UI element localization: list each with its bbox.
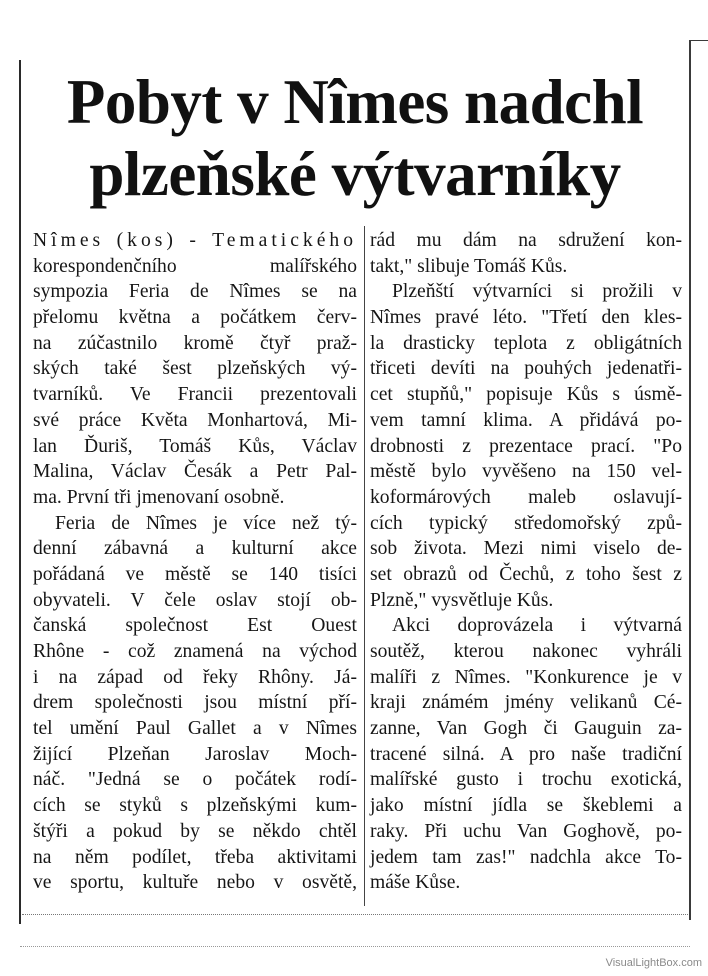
column-divider bbox=[364, 226, 365, 906]
bottom-cut-line bbox=[22, 914, 688, 915]
text-line: Rhône - což znamená na východ bbox=[33, 641, 357, 662]
article-headline bbox=[24, 66, 686, 210]
text-line: Nîmes pravé léto. "Třetí den kles- bbox=[370, 307, 682, 329]
text-line: kraji známém jmény velikanů Cé- bbox=[370, 692, 682, 714]
text-line: la drasticky teplota z obligátních bbox=[370, 332, 682, 354]
text-line: korespondenčního malířského bbox=[33, 255, 357, 277]
text-line: na zúčastnilo kromě čtyř praž- bbox=[33, 332, 357, 354]
text-line: přelomu května a počátkem červ- bbox=[33, 307, 357, 329]
text-line: ve sportu, kultuře nebo v osvětě, bbox=[33, 872, 357, 894]
text-line: sob života. Mezi nimi viselo de- bbox=[370, 538, 682, 560]
text-line: jako místní jídla se škeblemi a bbox=[370, 795, 682, 817]
text-line: malíři z Nîmes. "Konkurence je v bbox=[370, 666, 682, 688]
text-line: máše Kůse. bbox=[370, 872, 461, 894]
text-line: Akci doprovázela i výtvarná bbox=[392, 615, 682, 637]
text-line: zanne, Van Gogh či Gauguin za- bbox=[370, 718, 682, 740]
text-line: i na západ od řeky Rhôny. Já- bbox=[33, 666, 357, 688]
text-line: městě bylo vyvěšeno na 150 vel- bbox=[370, 461, 682, 483]
text-line: drobnosti z prezentace prací. "Po bbox=[370, 435, 682, 457]
text-line: tel umění Paul Gallet a v Nîmes bbox=[33, 718, 357, 740]
headline-line-2: plzeňské výtvarníky bbox=[89, 139, 621, 209]
text-line: soutěž, kterou nakonec vyhráli bbox=[370, 641, 682, 662]
text-line: takt," slibuje Tomáš Kůs. bbox=[370, 255, 568, 277]
text-line: žijící Plzeňan Jaroslav Moch- bbox=[33, 743, 357, 765]
right-border-rule bbox=[689, 40, 691, 920]
text-line: koformárových maleb oslavují- bbox=[370, 486, 682, 508]
top-border-rule bbox=[690, 40, 708, 41]
text-line: raky. Při uchu Van Goghově, po- bbox=[370, 820, 682, 842]
text-line: své práce Květa Monhartová, Mi- bbox=[33, 409, 357, 431]
text-line: Plzně," vysvětluje Kůs. bbox=[370, 589, 554, 611]
text-line: Nîmes (kos) - Tematického bbox=[33, 230, 357, 251]
text-line: obyvateli. V čele oslav stojí ob- bbox=[33, 589, 357, 611]
text-line: cích se styků s plzeňskými kum- bbox=[33, 795, 357, 817]
bottom-edge-line bbox=[20, 946, 690, 947]
text-line: na něm podílet, třeba aktivitami bbox=[33, 846, 357, 868]
text-line: pořádaná ve městě se 140 tisíci bbox=[33, 563, 357, 585]
text-line: cet stupňů," popisuje Kůs s úsmě- bbox=[370, 384, 682, 406]
text-line: malířské gusto i trochu exotická, bbox=[370, 769, 682, 791]
text-line: tvarníků. Ve Francii prezentovali bbox=[33, 384, 357, 406]
text-line: ských také šest plzeňských vý- bbox=[33, 358, 357, 380]
text-line: drem společnosti jsou místní pří- bbox=[33, 692, 357, 714]
headline-line-1: Pobyt v Nîmes nadchl bbox=[66, 67, 644, 137]
text-line: třiceti devíti na pouhých jedenatři- bbox=[370, 358, 682, 380]
text-line: čanská společnost Est Ouest bbox=[33, 615, 357, 637]
text-line: sympozia Feria de Nîmes se na bbox=[33, 281, 357, 303]
text-line: Feria de Nîmes je více než tý- bbox=[55, 512, 357, 534]
left-border-rule bbox=[19, 60, 21, 924]
text-line: ma. První tři jmenovaní osobně. bbox=[33, 486, 285, 508]
text-line: Malina, Václav Česák a Petr Pal- bbox=[33, 461, 357, 483]
text-line: štýři a pokud by se někdo chtěl bbox=[33, 820, 357, 842]
article-column-right bbox=[370, 228, 682, 896]
text-line: lan Ďuriš, Tomáš Kůs, Václav bbox=[33, 435, 357, 457]
text-line: vem tamní klima. A přidává po- bbox=[370, 409, 682, 431]
text-line: tracené silná. A pro naše tradiční bbox=[370, 743, 682, 765]
text-line: Plzeňští výtvarníci si prožili v bbox=[392, 281, 682, 303]
text-line: cích typický středomořský způ- bbox=[370, 512, 682, 534]
text-line: rád mu dám na sdružení kon- bbox=[370, 230, 682, 251]
article-column-left bbox=[33, 228, 357, 896]
text-line: set obrazů od Čechů, z toho šest z bbox=[370, 563, 682, 585]
watermark-text: VisualLightBox.com bbox=[605, 957, 702, 969]
text-line: náč. "Jedná se o počátek rodí- bbox=[33, 769, 357, 791]
text-line: jedem tam zas!" nadchla akce To- bbox=[370, 846, 682, 868]
text-line: denní zábavná a kulturní akce bbox=[33, 538, 357, 560]
